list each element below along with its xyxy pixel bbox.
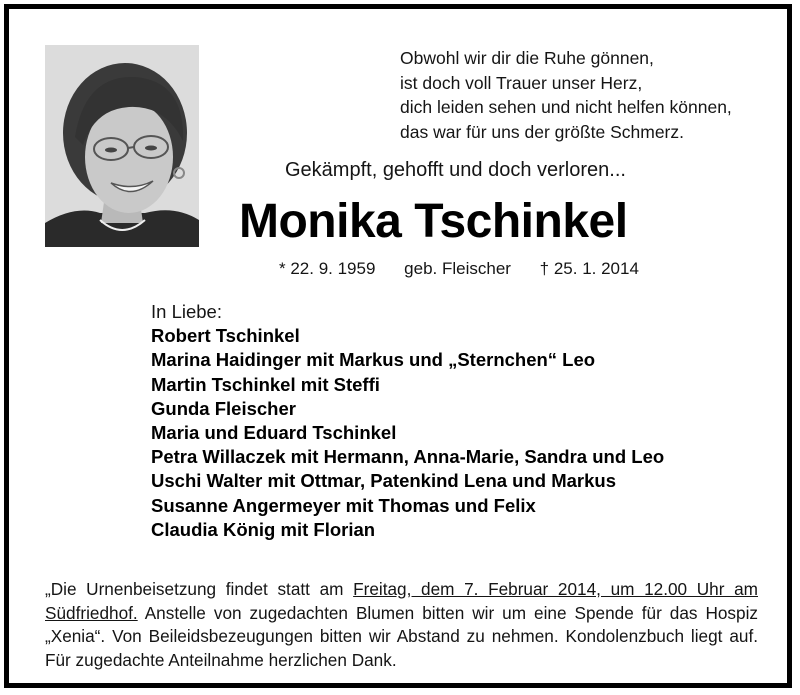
mourner-name: Susanne Angermeyer mit Thomas und Felix [151,494,536,516]
poem-line: ist doch voll Trauer unser Herz, [400,72,643,93]
poem-line: das war für uns der größte Schmerz. [400,121,684,142]
mourner-name: Robert Tschinkel [151,325,300,347]
obituary-notice [4,4,792,688]
deceased-name: Monika Tschinkel [239,195,628,248]
maiden-name: geb. Fleischer [404,259,511,278]
mourner-name: Gunda Fleischer [151,397,296,419]
death-date: † 25. 1. 2014 [539,259,639,278]
funeral-date-location: Freitag, dem 7. Februar 2014, um 12.00 Uhr am Südfriedhof. [45,579,758,623]
poem-line: dich leiden sehen und nicht helfen können, [400,97,732,117]
poem-line: Obwohl wir dir die Ruhe gönnen, [400,48,654,68]
mourners-list [151,300,664,542]
mourner-name: Martin Tschinkel mit Steffi [151,373,380,395]
notice-text-end: Anstelle von zugedachten Blumen bitten wir um eine Spende für das Hospiz „Xenia“. Von Beileidsbezeugungen bitten wir Abstand zu nehmen. Kondolenzbuch liegt auf. Für zugedachte Anteilnahme herzlichen Dank. [45,602,758,670]
motto-line: Gekämpft, gehofft und doch verloren... [285,159,626,181]
life-dates [279,259,639,279]
mourner-name: Claudia König mit Florian [151,518,376,540]
mourner-name: Maria und Eduard Tschinkel [151,422,397,444]
portrait-photo [45,45,199,247]
mourner-name: Marina Haidinger mit Markus und „Sternchen“ Leo [151,349,596,371]
mourners-intro: In Liebe: [151,301,222,322]
poem-verse [400,46,780,144]
mourner-name: Petra Willaczek mit Hermann, Anna-Marie, Sandra und Leo [151,446,665,468]
notice-text-start: „Die Urnenbeisetzung findet statt am [45,579,354,599]
funeral-notice [45,578,758,672]
birth-date: * 22. 9. 1959 [279,259,376,278]
mourner-name: Uschi Walter mit Ottmar, Patenkind Lena und Markus [151,470,616,492]
